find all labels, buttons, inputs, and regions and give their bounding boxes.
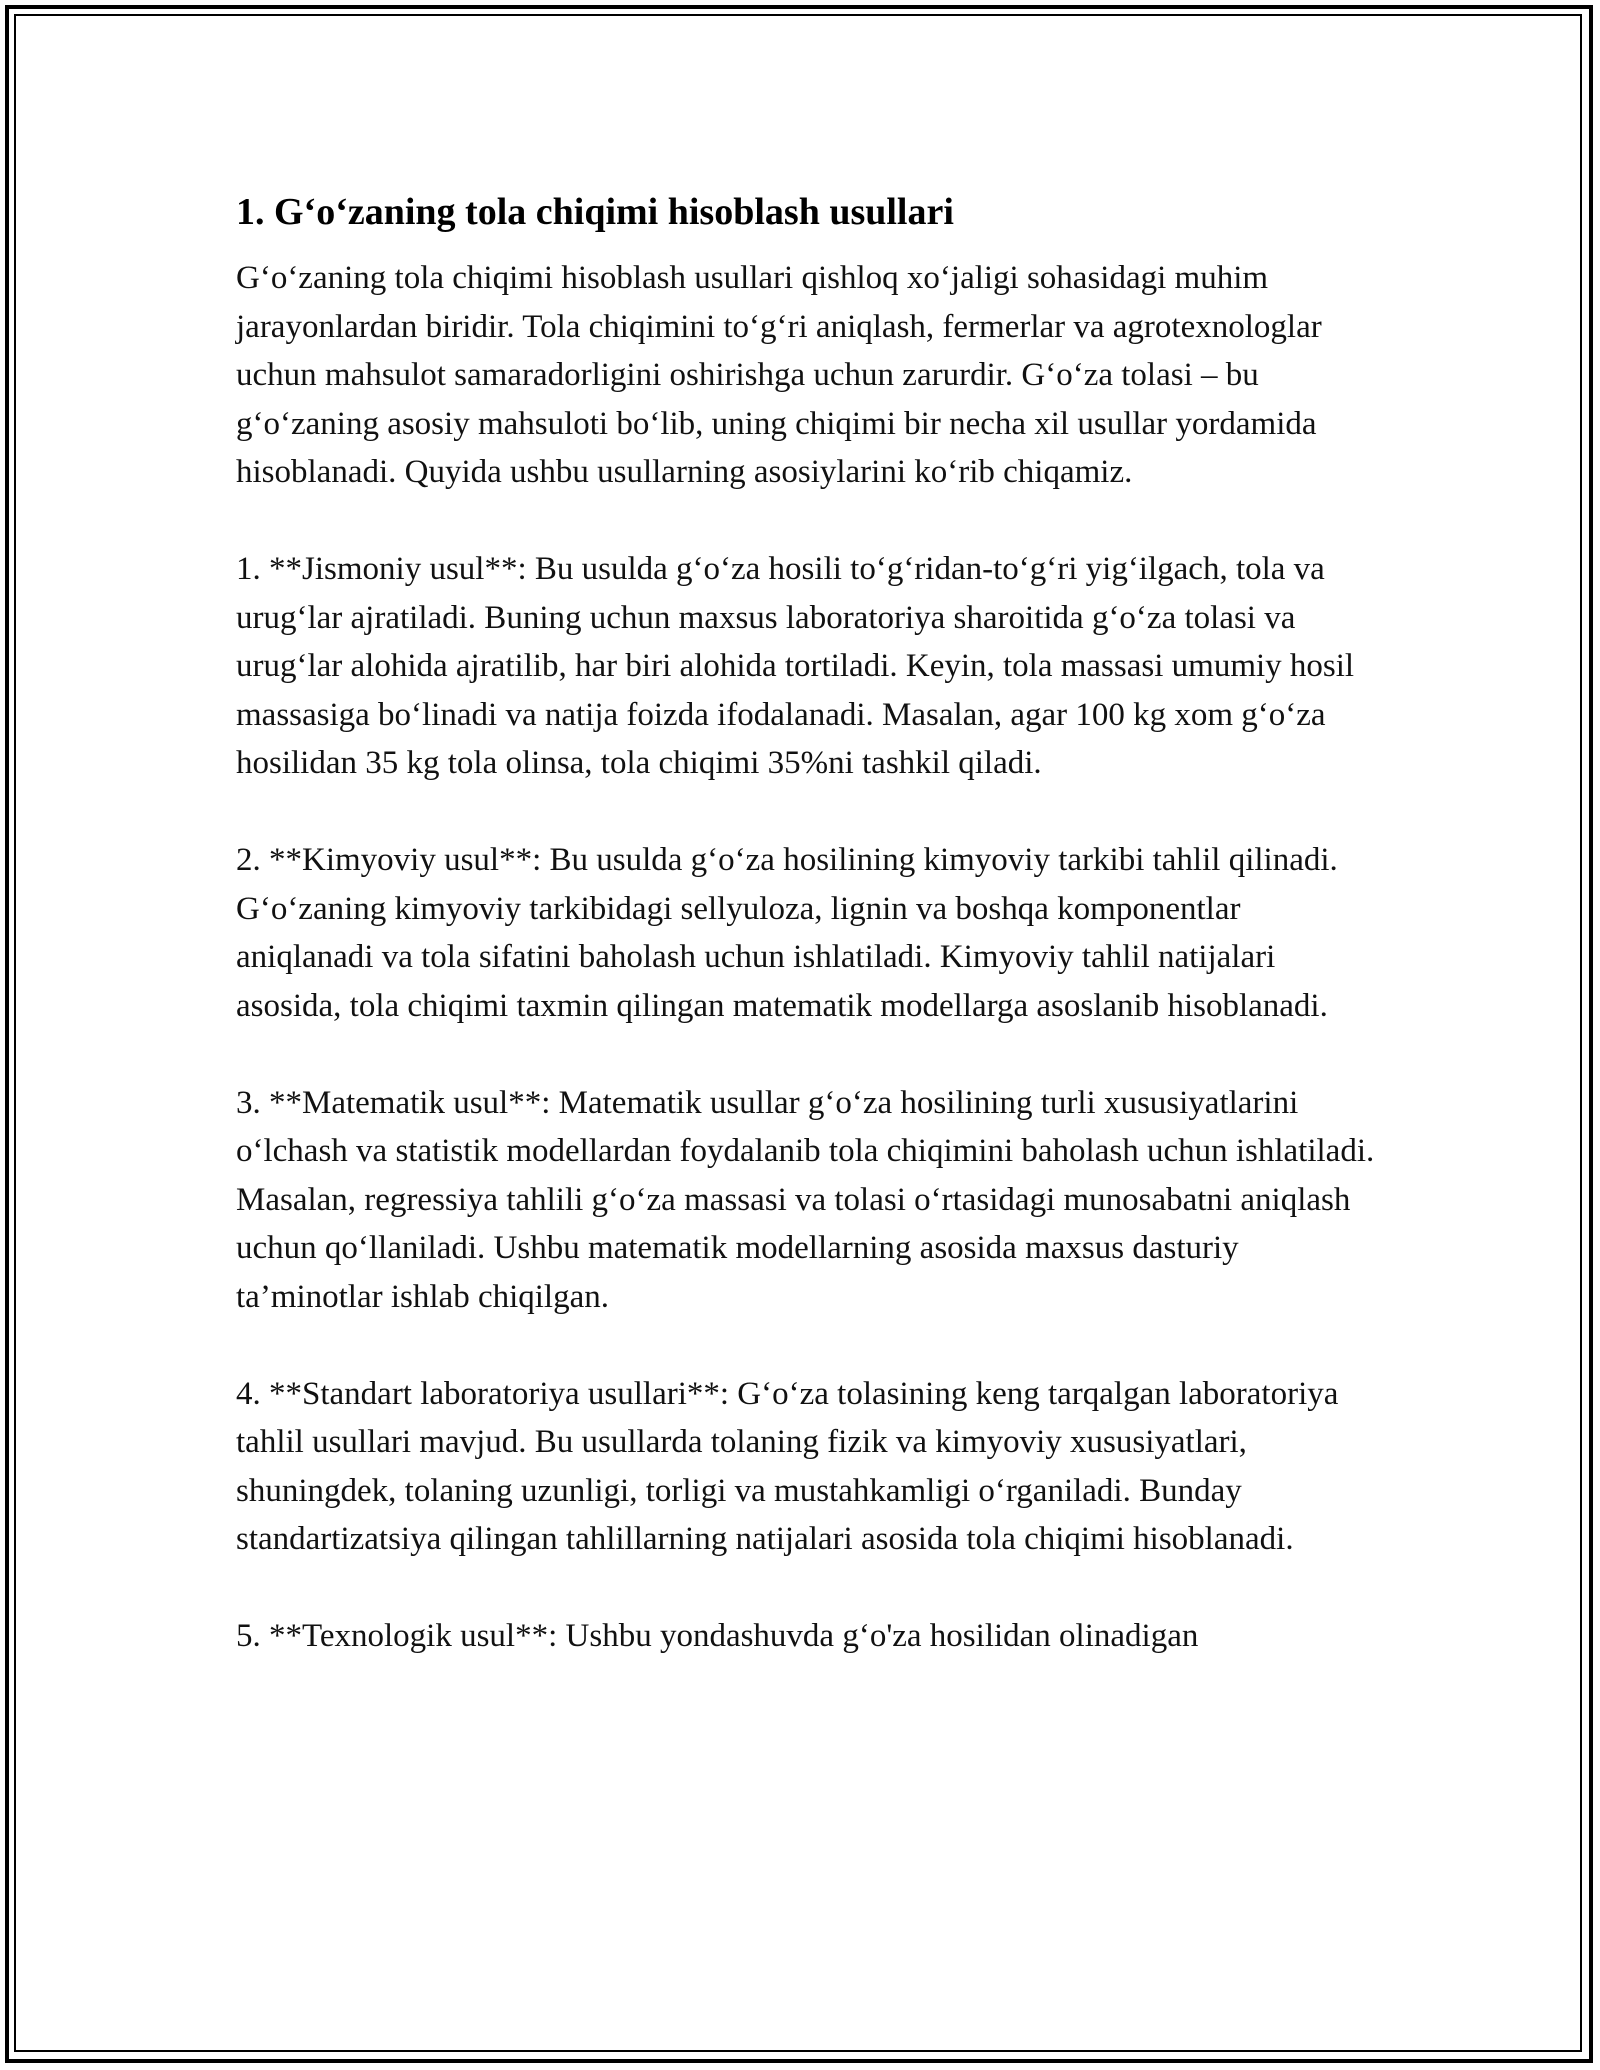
method-1-paragraph: 1. **Jismoniy usul**: Bu usulda g‘o‘za hosili to‘g‘ridan-to‘g‘ri yig‘ilgach, tola va urug‘lar ajratiladi. Buning uchun maxsus laboratoriya sharoitida g‘o‘za tolasi va urug‘lar alohida ajratilib, har biri alohida tortiladi. Keyin, tola massasi umumiy hosil massasiga bo‘linadi va natija foizda ifodalanadi. Masalan, agar 100 kg xom g‘o‘za hosilidan 35 kg tola olinsa, tola chiqimi 35%ni tashkil qiladi. bbox=[236, 551, 1355, 781]
method-4-paragraph: 4. **Standart laboratoriya usullari**: G‘o‘za tolasining keng tarqalgan laboratoriya tahlil usullari mavjud. Bu usullarda tolaning fizik va kimyoviy xususiyatlari, shuningdek, tolaning uzunligi, torligi va mustahkamligi o‘rganiladi. Bunday standartizatsiya qilingan tahlillarning natijalari asosida tola chiqimi hisoblanadi. bbox=[236, 1375, 1339, 1557]
method-5-paragraph: 5. **Texnologik usul**: Ushbu yondashuvda g‘o'za hosilidan olinadigan bbox=[236, 1618, 1199, 1654]
method-2-paragraph: 2. **Kimyoviy usul**: Bu usulda g‘o‘za hosilining kimyoviy tarkibi tahlil qilinadi. G‘o‘zaning kimyoviy tarkibidagi sellyuloza, lignin va boshqa komponentlar aniqlanadi va tola sifatini baholash uchun ishlatiladi. Kimyoviy tahlil natijalari asosida, tola chiqimi taxmin qilingan matematik modellarga asoslanib hisoblanadi. bbox=[236, 842, 1338, 1024]
section-heading: 1. G‘o‘zaning tola chiqimi hisoblash usullari bbox=[236, 191, 954, 233]
method-3-paragraph: 3. **Matematik usul**: Matematik usullar g‘o‘za hosilining turli xususiyatlarini o‘lchash va statistik modellardan foydalanib tola chiqimini baholash uchun ishlatiladi. Masalan, regressiya tahlili g‘o‘za massasi va tolasi o‘rtasidagi munosabatni aniqlash uchun qo‘llaniladi. Ushbu matematik modellarning asosida maxsus dasturiy ta’minotlar ishlab chiqilgan. bbox=[236, 1084, 1375, 1315]
intro-paragraph: G‘o‘zaning tola chiqimi hisoblash usullari qishloq xo‘jaligi sohasidagi muhim jarayonlardan biridir. Tola chiqimini to‘g‘ri aniqlash, fermerlar va agrotexnologlar uchun mahsulot samaradorligini oshirishga uchun zarurdir. G‘o‘za tolasi – bu g‘o‘zaning asosiy mahsuloti bo‘lib, uning chiqimi bir necha xil usullar yordamida hisoblanadi. Quyida ushbu usullarning asosiylarini ko‘rib chiqamiz. bbox=[236, 260, 1322, 490]
document-body bbox=[236, 186, 1376, 1661]
